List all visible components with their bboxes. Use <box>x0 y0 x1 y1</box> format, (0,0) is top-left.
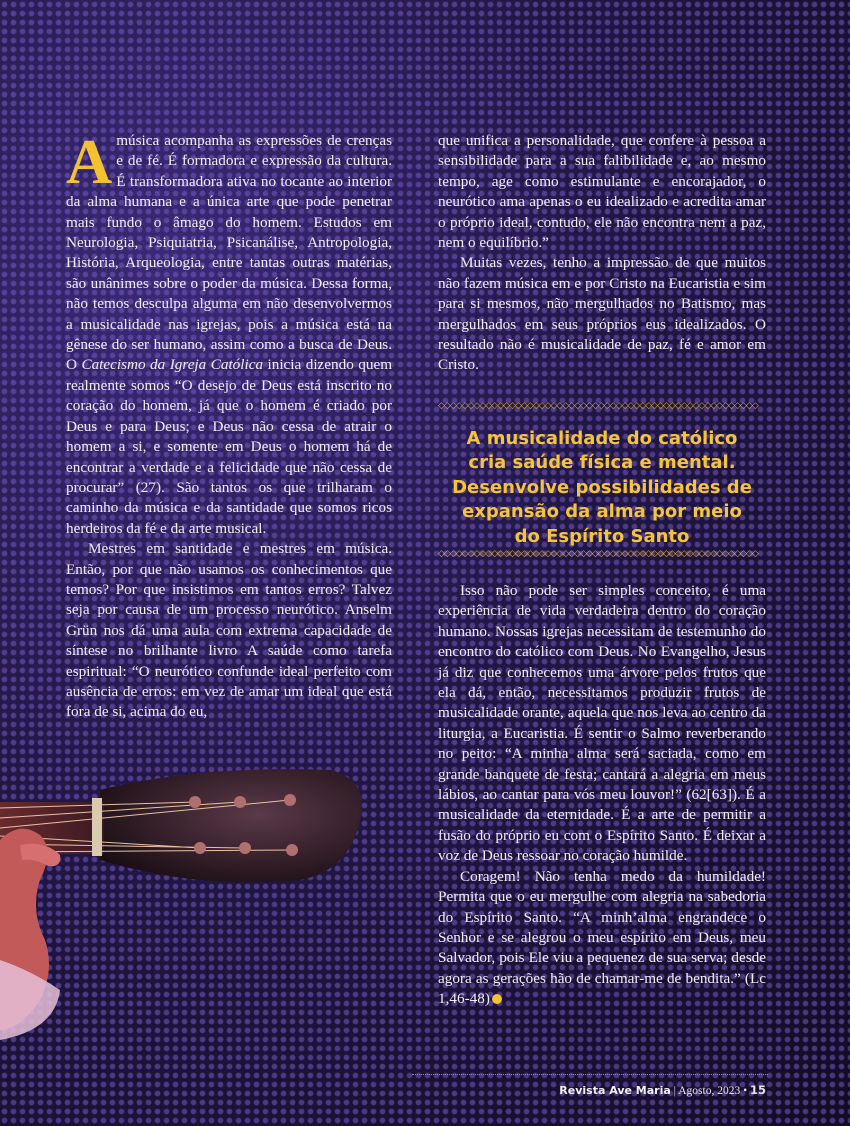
article-column-right-top <box>438 131 766 376</box>
footer-bullet: • <box>743 1085 748 1097</box>
paragraph <box>438 867 766 1010</box>
decorative-diamond-rule: ◇◇◇◇◇◇◇◇◇◇◇◇◇◇◇◇◇◇◇◇◇◇◇◇◇◇◇◇◇◇◇◇◇◇◇◇◇◇◇◇◇◇◇◇◇◇◇◇◇◇◇◇◇◇ <box>438 549 758 559</box>
article-column-right-bottom <box>438 581 766 1010</box>
pull-quote: A musicalidade do católico cria saúde física e mental. Desenvolve possibilidades de expansão da alma por meio do Espírito Santo <box>452 428 752 547</box>
paragraph: Muitas vezes, tenho a impressão de que muitos não fazem música em e por Cristo na Eucaristia e sim para si mesmos, não mergulhados no Batismo, mas mergulhados em seus próprios eus idealizados. O resultado não é musicalidade de paz, fé e amor em Cristo. <box>438 254 766 374</box>
paragraph-text: Coragem! Não tenha medo da humildade! Permita que o eu mergulhe com alegria na sabedoria do Espírito Santo. “A minh’alma engrandece o Senhor e se alegrou o meu espírito em Deus, meu Salvador, pois Ele viu a pequenez de sua serva; desde agora as gerações hão de chamar-me de bendita.” (Lc 1,46-48) <box>438 867 766 1008</box>
paragraph-text: inicia dizendo quem realmente somos “O desejo de Deus está inscrito no coração do homem, já que o homem é criado por Deus e para Deus; e Deus não cessa de atrair o homem a si, e somente em Deus o homem há de encontrar a verdade e a felicidade que não cessa de procurar” (27). São tantos os que trilharam o caminho da música e da santidade que somos ricos herdeiros da fé e da arte musical. <box>66 356 393 537</box>
issue-date: Agosto, 2023 <box>678 1085 741 1097</box>
paragraph: Isso não pode ser simples conceito, é uma experiência de vida verdadeira dentro do coração humano. Nossas igrejas necessitam de testemunho do encontro do católico com Deus. No Evangelho, Jesus já diz que conhecemos uma árvore pelos frutos que ela dá, então, necessitamos produzir frutos de musicalidade orante, aquela que nos leva ao centro da liturgia, a Eucaristia. É sentir o Salmo reverberando no peito: “A minha alma será saciada, como em grande banquete de festa; cantará a alegria em meus lábios, ao cantar para vós meu louvor!” (62[63]). É a musicalidade da eternidade. É a arte de permitir a fusão do próprio eu com o Espírito Santo. É deixar a voz de Deus ressoar no coração humilde. <box>438 582 766 865</box>
paragraph: Mestres em santidade e mestres em música. Então, por que não usamos os conhecimentos que temos? Por que insistimos em tantos erros? Talvez seja por causa de um processo neurótico. Anselm Grün nos dá uma aula com extrema capacidade de síntese no brilhante livro A saúde como tarefa espiritual: “O neurótico confunde ideal perfeito com ausência de erros: em vez de amar um ideal que está fora de si, acima do eu, <box>66 540 392 721</box>
page-footer <box>559 1083 766 1097</box>
paragraph-text: música acompanha as expressões de crenças e de fé. É formadora e expressão da cultura. É transformadora ativa no tocante ao interior da alma humana e a única arte que pode penetrar mais fundo o âmago do homem. Estudos em Neurologia, Psiquiatria, Psicanálise, Antropologia, História, Arqueologia, entre tantas outras matérias, são unânimes sobre o poder da música. Dessa forma, não temos desculpa alguma em não desenvolvermos a musicalidade nas igrejas, pois a música está na gênese do ser humano, assim como a busca de Deus. O <box>66 132 392 374</box>
book-title: Catecismo da Igreja Católica <box>81 356 264 374</box>
magazine-name: Revista Ave Maria <box>559 1084 671 1097</box>
drop-cap: A <box>66 126 113 197</box>
footer-separator: | <box>673 1085 676 1097</box>
page-number: 15 <box>749 1083 766 1097</box>
paragraph: que unifica a personalidade, que confere à pessoa a sensibilidade para a sua falibilidade e, ao mesmo tempo, age como estimulante e encorajador, o neurótico ama apenas o eu idealizado e acredita amar o próprio ideal, contudo, ele não encontra nem a paz, nem o equilíbrio.” <box>438 132 766 252</box>
footer-divider <box>412 1074 768 1075</box>
guitar-illustration <box>0 740 400 1040</box>
decorative-diamond-rule: ◇◇◇◇◇◇◇◇◇◇◇◇◇◇◇◇◇◇◇◇◇◇◇◇◇◇◇◇◇◇◇◇◇◇◇◇◇◇◇◇◇◇◇◇◇◇◇◇◇◇◇◇◇◇ <box>438 401 758 411</box>
end-mark-icon <box>492 994 502 1004</box>
paragraph <box>66 126 393 539</box>
article-column-left <box>66 126 393 723</box>
